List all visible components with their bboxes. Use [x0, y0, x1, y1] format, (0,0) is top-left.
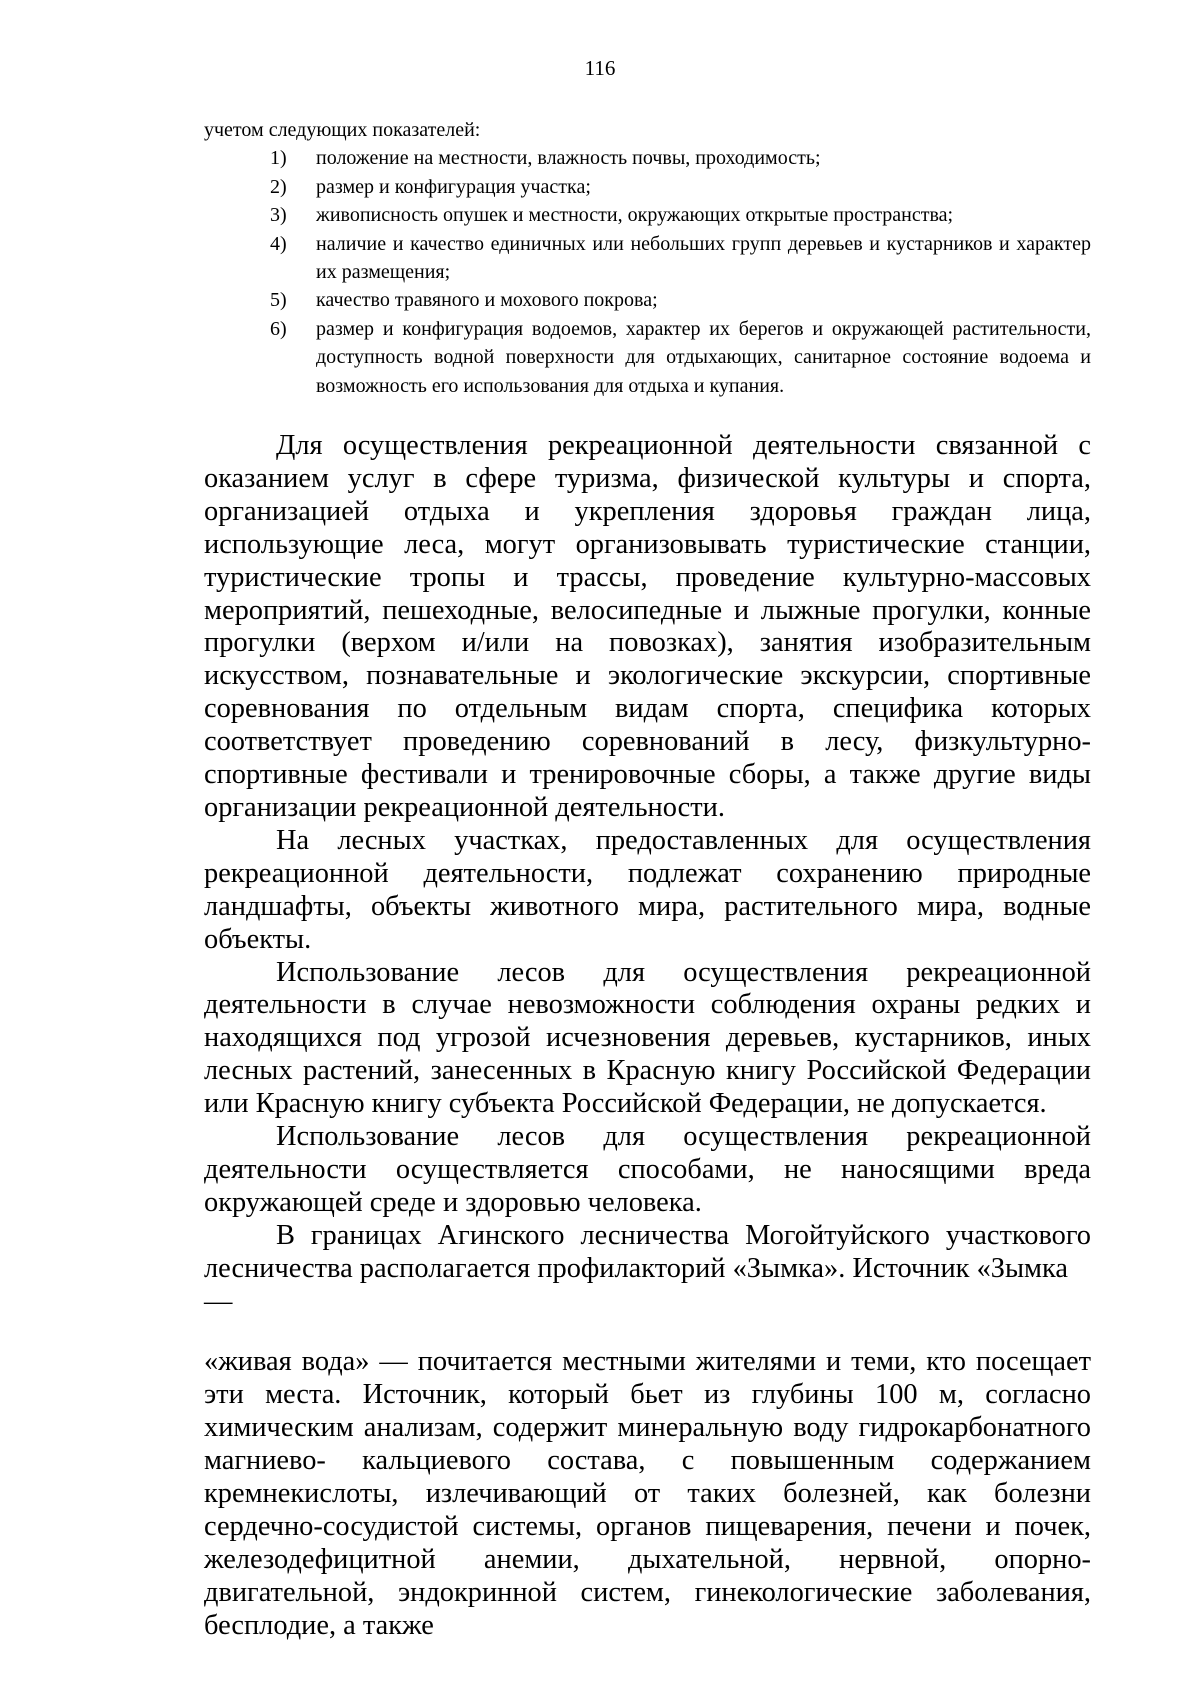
criteria-item-number: 5) [270, 289, 287, 312]
criteria-item-number: 3) [270, 204, 287, 227]
criteria-item [204, 286, 1091, 314]
paragraph-preservation: На лесных участках, предоставленных для осуществления рекреационной деятельности, подлежат сохранению природные ландшафты, объекты животного мира, растительного мира, водные объекты. [204, 824, 1091, 955]
paragraph-zymka-prophylactorium: В границах Агинского лесничества Могойтуйского участкового лесничества располагается профилакторий «Зымка». Источник «Зымка [204, 1219, 1091, 1284]
paragraph-recreation-activities: Для осуществления рекреационной деятельности связанной с оказанием услуг в сфере туризма, физической культуры и спорта, организацией отдыха и укрепления здоровья граждан лица, использующие леса, могут организовывать туристические станции, туристические тропы и трассы, проведение культурно-массовых мероприятий, пешеходные, велосипедные и лыжные прогулки, конные прогулки (верхом и/или на повозках), занятия изобразительным искусством, познавательные и экологические экскурсии, спортивные соревнования по отдельным видам спорта, специфика которых соответствует проведению соревнований в лесу, физкультурно-спортивные фестивали и тренировочные сборы, а также другие виды организации рекреационной деятельности. [204, 430, 1091, 823]
criteria-item-text: наличие и качество единичных или небольших групп деревьев и кустарников и характер их размещения; [316, 232, 1091, 284]
criteria-item [204, 144, 1091, 172]
paragraph-red-book-restriction: Использование лесов для осуществления рекреационной деятельности в случае невозможности соблюдения охраны редких и находящихся под угрозой исчезновения деревьев, кустарников, иных лесных растений, занесенных в Красную книгу Российской Федерации или Красную книгу субъекта Российской Федерации, не допускается. [204, 956, 1091, 1120]
criteria-item [204, 201, 1091, 229]
criteria-item-number: 4) [270, 232, 287, 255]
criteria-item-text: качество травяного и мохового покрова; [316, 289, 658, 312]
criteria-item-number: 6) [270, 317, 287, 340]
paragraph-zymka-continuation: «живая вода» — почитается местными жителями и теми, кто посещает эти места. Источник, который бьет из глубины 100 м, согласно химическим анализам, содержит минеральную воду гидрокарбонатного магниево- кальциевого состава, с повышенным содержанием кремнекислоты, излечивающий от таких болезней, как болезни сердечно-сосудистой системы, органов пищеварения, печени и почек, железодефицитной анемии, дыхательной, нервной, опорно-двигательной, эндокринной систем, гинекологические заболевания, бесплодие, а также [204, 1346, 1091, 1641]
criteria-item-number: 2) [270, 175, 287, 198]
paragraph-harmless-methods: Использование лесов для осуществления рекреационной деятельности осуществляется способами, не наносящими вреда окружающей среде и здоровью человека. [204, 1121, 1091, 1218]
criteria-item-number: 1) [270, 147, 287, 170]
criteria-intro: учетом следующих показателей: [204, 119, 481, 141]
page-number: 116 [584, 56, 616, 80]
criteria-item [204, 315, 1091, 400]
criteria-item-text: размер и конфигурация участка; [316, 175, 591, 198]
criteria-list [204, 144, 1091, 400]
dash-line: — [204, 1285, 233, 1317]
criteria-item-text: размер и конфигурация водоемов, характер их берегов и окружающей растительности, доступность водной поверхности для отдыхающих, санитарное состояние водоема и возможность его использования для отдыха и купания. [316, 317, 1091, 397]
criteria-item [204, 173, 1091, 201]
criteria-item [204, 230, 1091, 287]
criteria-section [204, 116, 1091, 400]
criteria-item-text: живописность опушек и местности, окружающих открытые пространства; [316, 204, 954, 227]
criteria-item-text: положение на местности, влажность почвы, проходимость; [316, 147, 821, 170]
main-text [204, 430, 1091, 1643]
